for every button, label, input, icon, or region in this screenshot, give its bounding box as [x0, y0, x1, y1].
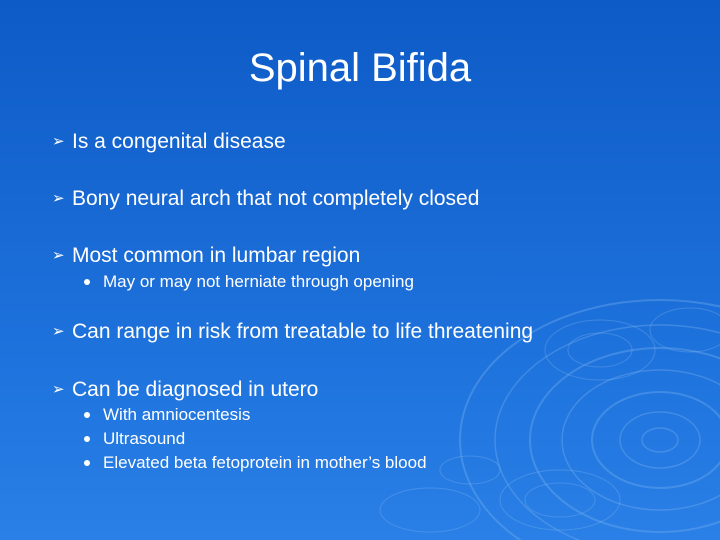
- sub-bullet-text: With amniocentesis: [103, 405, 251, 424]
- arrowhead-icon: ➢: [52, 133, 65, 150]
- dot-icon: [84, 279, 90, 285]
- slide-title: Spinal Bifida: [248, 46, 472, 90]
- bullet-item: [52, 128, 286, 156]
- bullet-item: [52, 185, 480, 213]
- bullet-text: Most common in lumbar region: [72, 244, 361, 267]
- arrowhead-icon: ➢: [52, 323, 65, 340]
- dot-icon: [84, 436, 90, 442]
- bullet-text: Bony neural arch that not completely closed: [72, 187, 480, 210]
- bullet-item: [52, 376, 319, 404]
- arrowhead-icon: ➢: [52, 247, 65, 264]
- sub-bullet-text: May or may not herniate through opening: [103, 272, 414, 291]
- dot-icon: [84, 412, 90, 418]
- dot-icon: [84, 460, 90, 466]
- sub-bullet-text: Elevated beta fetoprotein in mother’s blood: [103, 453, 427, 472]
- bullet-text: Can be diagnosed in utero: [72, 378, 319, 401]
- bullet-text: Is a congenital disease: [72, 130, 286, 153]
- bullet-text: Can range in risk from treatable to life threatening: [72, 320, 534, 343]
- bullet-item: [52, 318, 534, 346]
- sub-bullet-text: Ultrasound: [103, 429, 186, 448]
- arrowhead-icon: ➢: [52, 190, 65, 207]
- bullet-item: [52, 242, 361, 270]
- arrowhead-icon: ➢: [52, 381, 65, 398]
